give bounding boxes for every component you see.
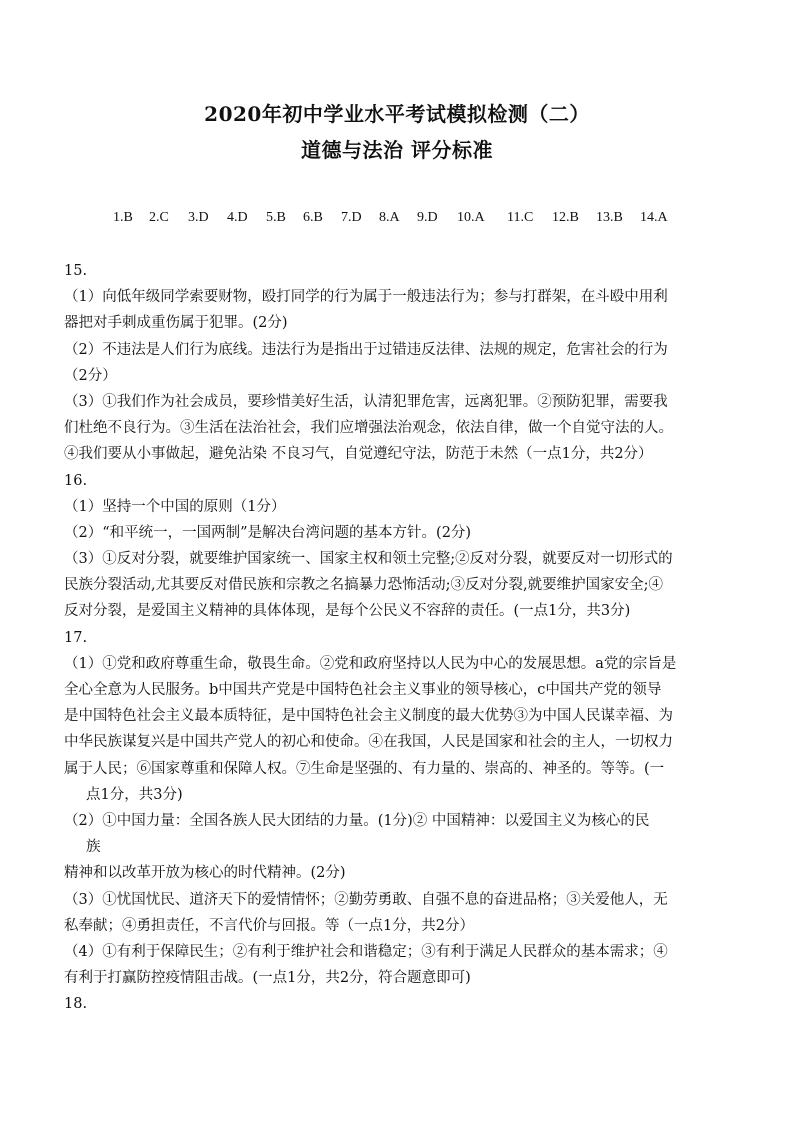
text-line: （2）①中国力量：全国各族人民大团结的力量。(1分)② 中国精神：以爱国主义为核心的民 (64, 812, 650, 829)
text-line: ④我们要从小事做起，避免沾染 不良习气，自觉遵纪守法，防范于未然（一点1分，共2分） (64, 446, 653, 463)
text-line: 反对分裂，是爱国主义精神的具体体现，是每个公民义不容辞的责任。(一点1分，共3分) (64, 603, 631, 620)
text-line: 民族分裂活动,尤其要反对借民族和宗教之名搞暴力恐怖活动;③反对分裂,就要维护国家安全;④ (64, 577, 663, 594)
text-line: 是中国特色社会主义最本质特征，是中国特色社会主义制度的最大优势③为中国人民谋幸福、为 (64, 708, 673, 725)
text-line: （2）“和平统一，一国两制”是解决台湾问题的基本方针。(2分) (64, 524, 472, 541)
text-line: 17. (64, 629, 88, 646)
text-line: 16. (64, 472, 88, 489)
choice-answer: 13.B (596, 210, 623, 225)
text-line: 15. (64, 263, 88, 279)
choice-answer: 10.A (457, 210, 485, 225)
choice-answer-list (113, 210, 680, 226)
choice-answer: 2.C (149, 210, 169, 225)
answer-body (64, 258, 740, 1017)
text-line: 全心全意为人民服务。b中国共产党是中国特色社会主义事业的领导核心，c中国共产党的领导 (64, 682, 662, 698)
document-subtitle: 道德与法治 评分标准 (301, 138, 493, 162)
text-line: （4）①有利于保障民生；②有利于维护社会和谐稳定；③有利于满足人民群众的基本需求；④ (64, 943, 668, 960)
text-line: （3）①反对分裂，就要维护国家统一、国家主权和领土完整;②反对分裂，就要反对一切形式的 (64, 551, 673, 568)
text-line: （1）坚持一个中国的原则（1分） (64, 498, 286, 515)
choice-answer: 11.C (507, 210, 534, 225)
text-line: 精神和以改革开放为核心的时代精神。(2分) (64, 865, 346, 882)
text-line: （1）向低年级同学索要财物，殴打同学的行为属于一般违法行为；参与打群架，在斗殴中用利 (64, 289, 668, 306)
text-line: 器把对手刺成重伤属于犯罪。(2分) (64, 315, 288, 332)
text-line: 中华民族谋复兴是中国共产党人的初心和使命。④在我国，人民是国家和社会的主人，一切权力 (64, 734, 673, 751)
text-line: （3）①忧国忧民、道济天下的爱情情怀；②勤劳勇敢、自强不息的奋进品格；③关爱他人，无 (64, 891, 668, 908)
text-line: 点1分，共3分) (86, 786, 183, 803)
text-line: 有利于打赢防控疫情阻击战。(一点1分，共2分，符合题意即可) (64, 970, 471, 987)
choice-answer: 5.B (266, 210, 286, 225)
document-title: 2020年初中学业水平考试模拟检测（二） (204, 102, 590, 126)
choice-answer: 1.B (113, 210, 133, 225)
text-line: （2分） (64, 367, 117, 384)
text-line: （2）不违法是人们行为底线。违法行为是指出于过错违反法律、法规的规定，危害社会的行为 (64, 341, 668, 358)
choice-answer: 12.B (552, 210, 579, 225)
text-line: 属于人民；⑥国家尊重和保障人权。⑦生命是坚强的、有力量的、崇高的、神圣的。等等。(一 (64, 760, 665, 777)
text-line: 18. (64, 996, 88, 1013)
text-line: 私奉献；④勇担责任，不言代价与回报。等（一点1分，共2分） (64, 917, 474, 934)
choice-answer: 7.D (341, 210, 362, 225)
choice-answer: 6.B (303, 210, 323, 225)
choice-answer: 8.A (379, 210, 400, 225)
choice-answer: 3.D (188, 210, 209, 225)
text-line: （1）①党和政府尊重生命，敬畏生命。②党和政府坚持以人民为中心的发展思想。a党的宗旨是 (64, 655, 677, 672)
choice-answer: 14.A (640, 210, 668, 225)
choice-answer: 9.D (417, 210, 438, 225)
text-line: 们杜绝不良行为。③生活在法治社会，我们应增强法治观念，依法自律，做一个自觉守法的人。 (64, 420, 673, 437)
text-line: （3）①我们作为社会成员，要珍惜美好生活，认清犯罪危害，远离犯罪。②预防犯罪，需要我 (64, 393, 668, 410)
text-line: 族 (86, 839, 101, 856)
choice-answer: 4.D (227, 210, 248, 225)
